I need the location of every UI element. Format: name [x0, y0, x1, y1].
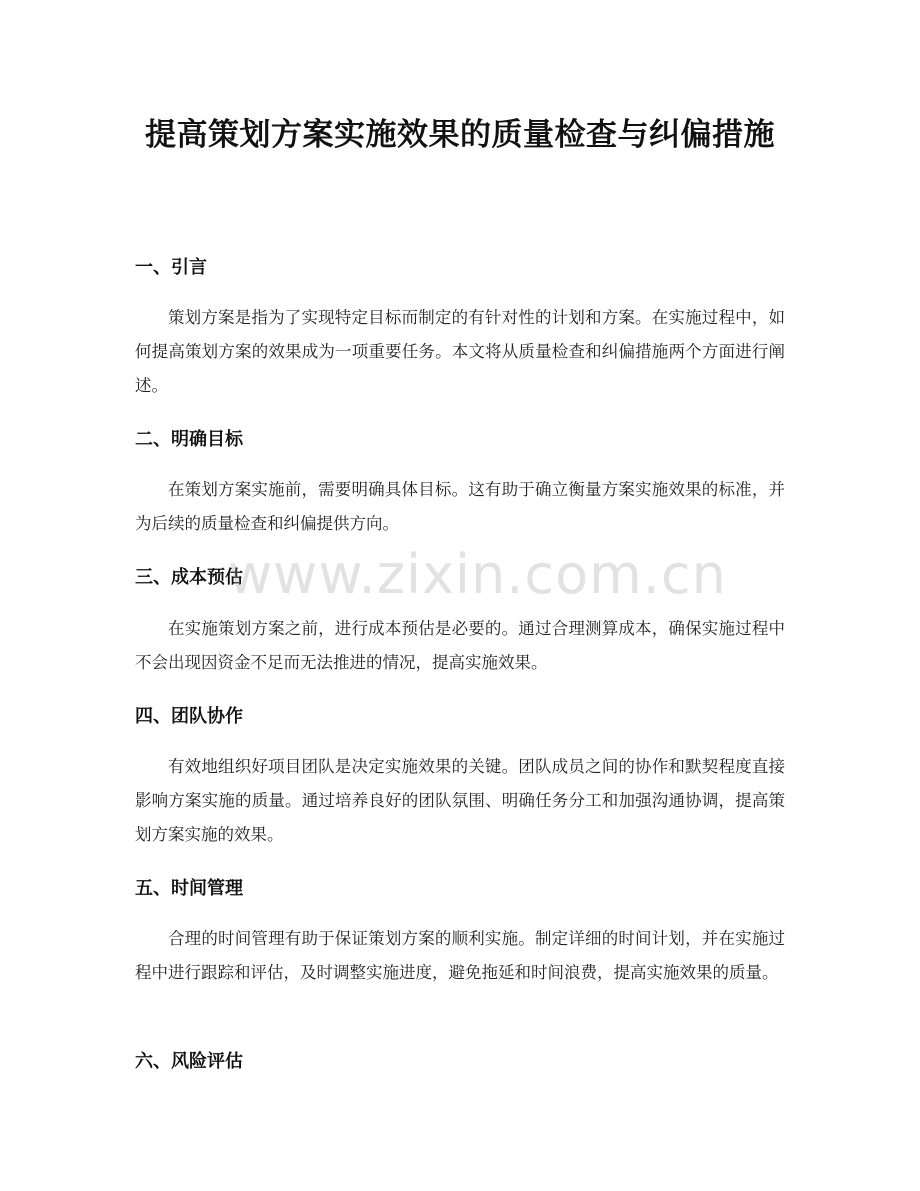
section-heading-teamwork: 四、团队协作	[135, 706, 243, 727]
section-body-introduction: 策划方案是指为了实现特定目标而制定的有针对性的计划和方案。在实施过程中，如何提高策划方案的效果成为一项重要任务。本文将从质量检查和纠偏措施两个方面进行阐述。	[135, 308, 785, 395]
section-heading-risk-assessment: 六、风险评估	[135, 1051, 243, 1072]
section-body-teamwork: 有效地组织好项目团队是决定实施效果的关键。团队成员之间的协作和默契程度直接影响方案实施的质量。通过培养良好的团队氛围、明确任务分工和加强沟通协调，提高策划方案实施的效果。	[135, 757, 785, 844]
watermark: www.zixin.com.cn	[228, 543, 727, 606]
document-title: 提高策划方案实施效果的质量检查与纠偏措施	[145, 117, 775, 153]
section-heading-time-management: 五、时间管理	[135, 878, 243, 899]
section-body-cost-estimate: 在实施策划方案之前，进行成本预估是必要的。通过合理测算成本，确保实施过程中不会出现因资金不足而无法推进的情况，提高实施效果。	[135, 619, 785, 672]
section-heading-cost-estimate: 三、成本预估	[135, 567, 243, 588]
section-body-clear-goals: 在策划方案实施前，需要明确具体目标。这有助于确立衡量方案实施效果的标准，并为后续的质量检查和纠偏提供方向。	[135, 480, 785, 533]
section-body-time-management: 合理的时间管理有助于保证策划方案的顺利实施。制定详细的时间计划，并在实施过程中进行跟踪和评估，及时调整实施进度，避免拖延和时间浪费，提高实施效果的质量。	[135, 929, 785, 982]
section-heading-clear-goals: 二、明确目标	[135, 429, 243, 450]
section-heading-introduction: 一、引言	[135, 257, 207, 278]
